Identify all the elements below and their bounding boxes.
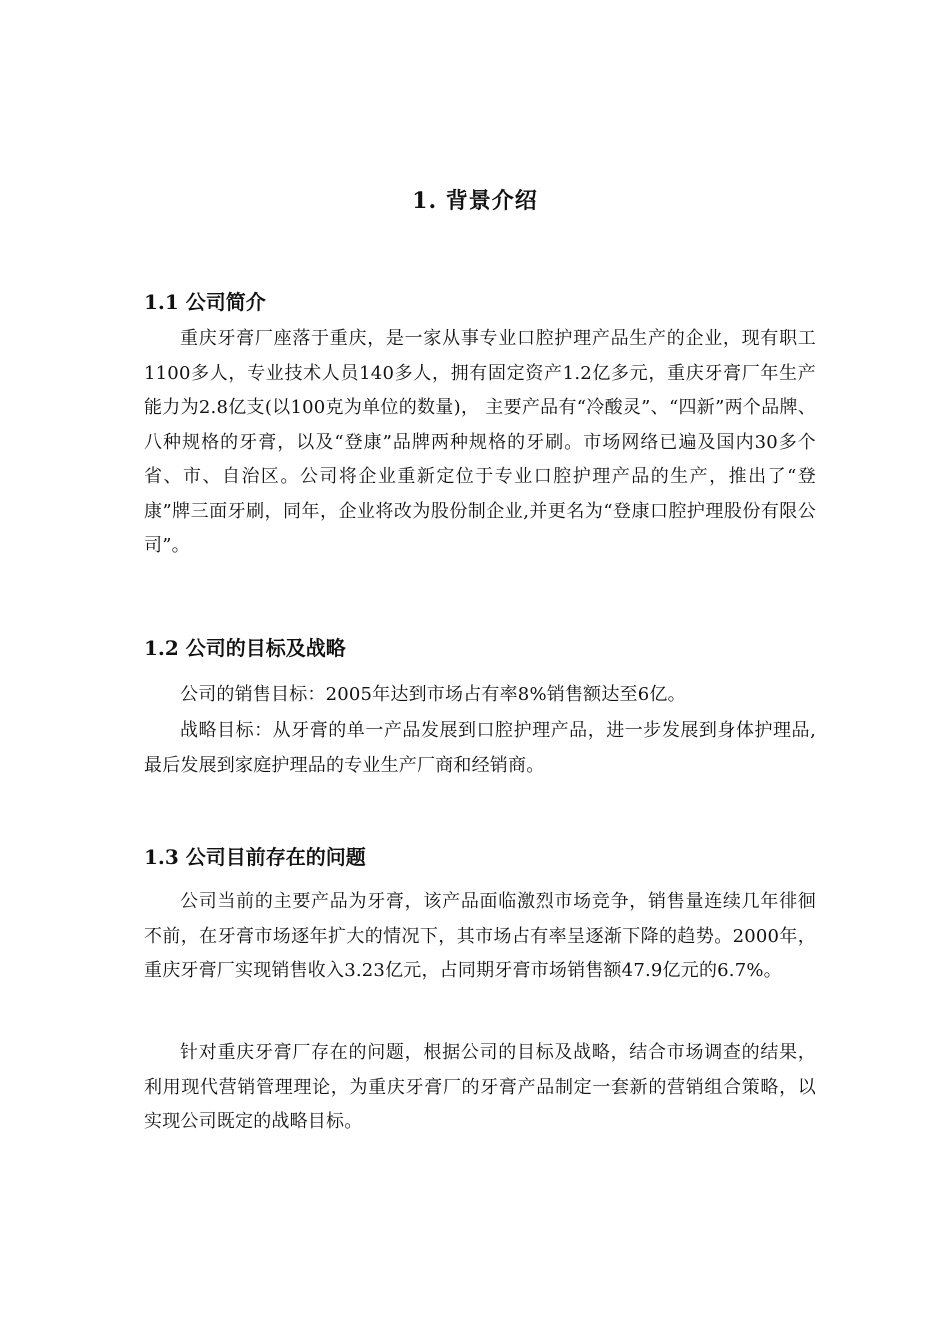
section-heading-1-1: 1.1 公司简介 [144,290,266,314]
section-1-3-paragraph-1: 公司当前的主要产品为牙膏，该产品面临激烈市场竞争，销售量连续几年徘徊不前，在牙膏市场逐年扩大的情况下，其市场占有率呈逐渐下降的趋势。2000年，重庆牙膏厂实现销售收入3.23亿元，占同期牙膏市场销售额47.9亿元的6.7%。 [144,891,816,981]
section-1-1-paragraph: 重庆牙膏厂座落于重庆，是一家从事专业口腔护理产品生产的企业，现有职工1100多人，专业技术人员140多人，拥有固定资产1.2亿多元，重庆牙膏厂年生产能力为2.8亿支(以100克为单位的数量)， 主要产品有“冷酸灵”、“四新”两个品牌、八种规格的牙膏，以及“登康”品牌两种规格的牙刷。市场网络已遍及国内30多个省、市、自治区。公司将企业重新定位于专业口腔护理产品的生产，推出了“登康”牌三面牙刷，同年，企业将改为股份制企业,并更名为“登康口腔护理股份有限公司”。 [144,328,816,556]
section-1-2-paragraph-2: 战略目标：从牙膏的单一产品发展到口腔护理产品，进一步发展到身体护理品,最后发展到家庭护理品的专业生产厂商和经销商。 [144,720,816,776]
section-heading-1-2: 1.2 公司的目标及战略 [144,636,346,660]
section-1-3-paragraph-2: 针对重庆牙膏厂存在的问题，根据公司的目标及战略，结合市场调查的结果，利用现代营销管理理论，为重庆牙膏厂的牙膏产品制定一套新的营销组合策略，以实现公司既定的战略目标。 [144,1042,816,1132]
document-title: 1. 背景介绍 [412,188,538,214]
section-heading-1-3: 1.3 公司目前存在的问题 [144,845,366,869]
section-1-2-paragraph-1: 公司的销售目标：2005年达到市场占有率8%销售额达至6亿。 [180,684,686,705]
